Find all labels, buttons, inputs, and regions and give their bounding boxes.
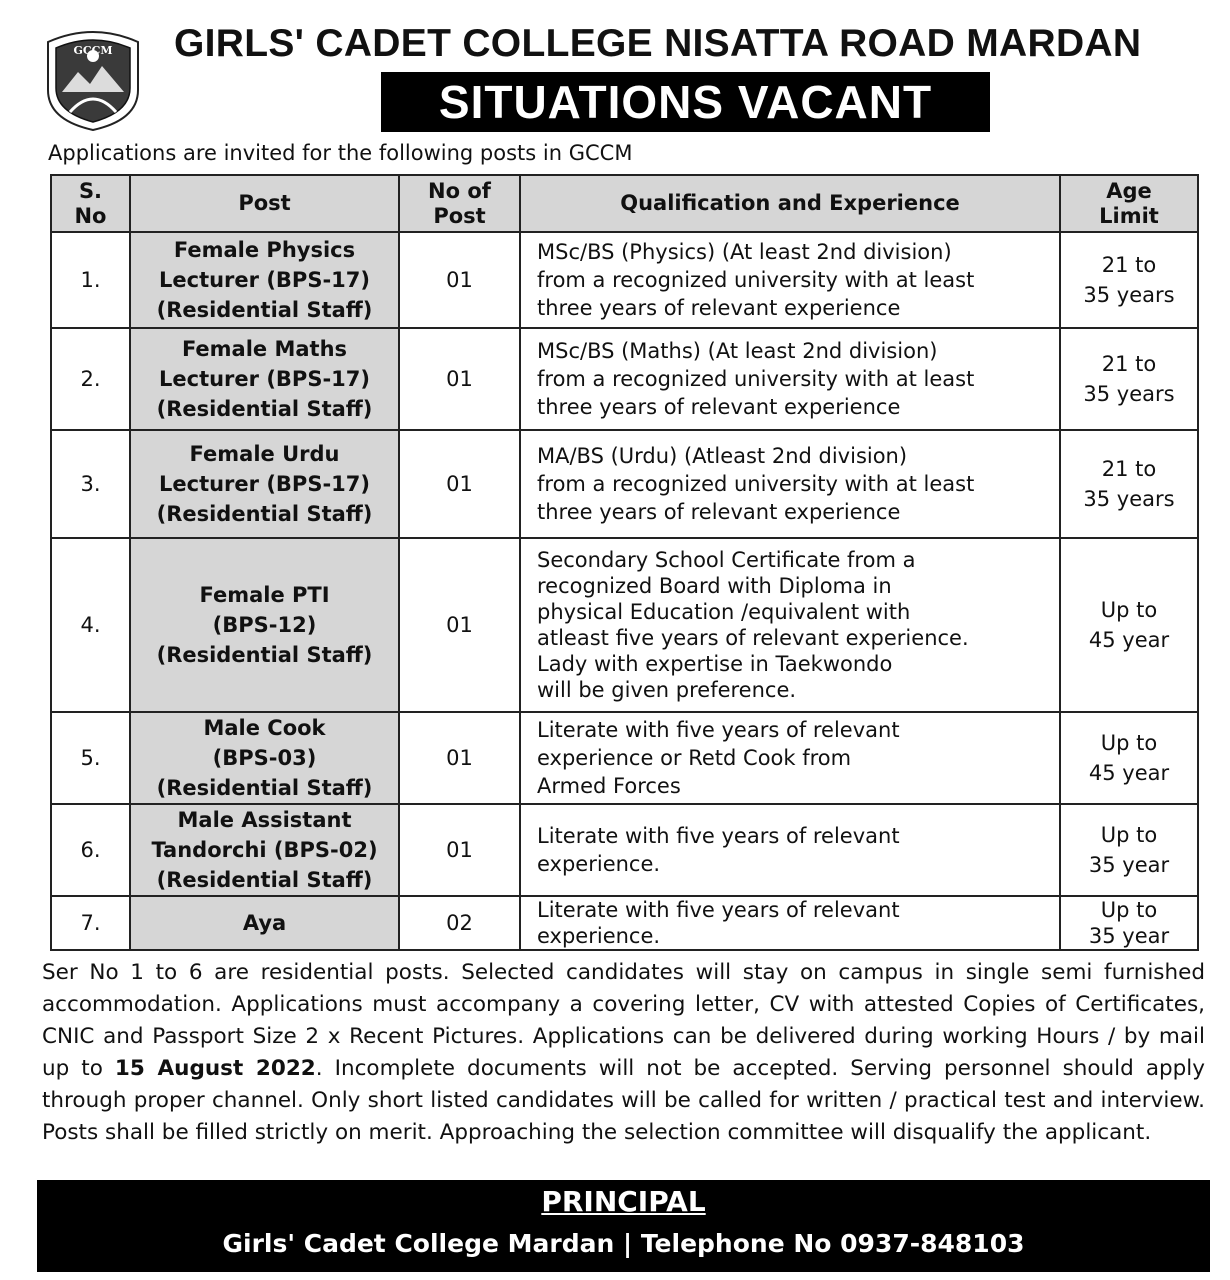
header-age-limit: Age Limit (1060, 175, 1198, 232)
table-row (51, 804, 1198, 896)
college-crest-icon (40, 28, 146, 132)
row-age-limit: Up to 35 year (1060, 896, 1198, 950)
principal-title: PRINCIPAL (541, 1185, 706, 1218)
row-age-limit: 21 to 35 years (1060, 430, 1198, 538)
row-sno: 5. (51, 712, 130, 804)
logo-text: GCCM (73, 44, 113, 57)
row-sno: 4. (51, 538, 130, 712)
row-post: Male Cook (BPS-03) (Residential Staff) (130, 712, 399, 804)
intro-text: Applications are invited for the following posts in GCCM (48, 141, 633, 165)
table-row (51, 232, 1198, 328)
table-row (51, 328, 1198, 430)
row-qualification: Literate with five years of relevant experience. (520, 804, 1060, 896)
row-sno: 2. (51, 328, 130, 430)
table-row (51, 712, 1198, 804)
row-count: 01 (399, 430, 520, 538)
table-row (51, 896, 1198, 950)
header-qualification: Qualification and Experience (520, 175, 1060, 232)
row-sno: 1. (51, 232, 130, 328)
header-sno: S. No (51, 175, 130, 232)
row-qualification: MSc/BS (Physics) (At least 2nd division) from a recognized university with at least three years of relevant experience (520, 232, 1060, 328)
table-row (51, 430, 1198, 538)
row-sno: 7. (51, 896, 130, 950)
row-qualification: MSc/BS (Maths) (At least 2nd division) from a recognized university with at least three years of relevant experience (520, 328, 1060, 430)
row-count: 02 (399, 896, 520, 950)
deadline-date: 15 August 2022 (114, 1056, 316, 1081)
row-post: Female Physics Lecturer (BPS-17) (Residential Staff) (130, 232, 399, 328)
row-count: 01 (399, 538, 520, 712)
row-count: 01 (399, 328, 520, 430)
row-qualification: Literate with five years of relevant experience or Retd Cook from Armed Forces (520, 712, 1060, 804)
row-post: Female PTI (BPS-12) (Residential Staff) (130, 538, 399, 712)
terms-text-part2: . Incomplete documents will not be accepted. Serving personnel should apply through proper channel. Only short listed candidates will be called for written / practical test and interview. Posts shall be filled strictly on merit. Approaching the selection committee will disqualify the applicant. (42, 1056, 1205, 1145)
row-count: 01 (399, 712, 520, 804)
row-age-limit: Up to 45 year (1060, 712, 1198, 804)
college-name: GIRLS' CADET COLLEGE NISATTA ROAD MARDAN (174, 22, 1142, 65)
row-age-limit: 21 to 35 years (1060, 232, 1198, 328)
row-post: Female Maths Lecturer (BPS-17) (Residential Staff) (130, 328, 399, 430)
situations-vacant-banner (381, 72, 990, 132)
header-post: Post (130, 175, 399, 232)
contact-line: Girls' Cadet College Mardan | Telephone No 0937-848103 (222, 1229, 1025, 1258)
footer-contact-block (37, 1180, 1210, 1272)
terms-paragraph (42, 957, 1205, 1149)
college-logo (40, 28, 146, 132)
row-age-limit: Up to 45 year (1060, 538, 1198, 712)
row-post: Aya (130, 896, 399, 950)
row-sno: 6. (51, 804, 130, 896)
row-qualification: MA/BS (Urdu) (Atleast 2nd division) from a recognized university with at least three years of relevant experience (520, 430, 1060, 538)
table-header-row (51, 175, 1198, 232)
row-count: 01 (399, 804, 520, 896)
row-qualification: Secondary School Certificate from a recognized Board with Diploma in physical Education /equivalent with atleast five years of relevant experience. Lady with expertise in Taekwondo will be given preference. (520, 538, 1060, 712)
row-post: Female Urdu Lecturer (BPS-17) (Residential Staff) (130, 430, 399, 538)
row-post: Male Assistant Tandorchi (BPS-02) (Residential Staff) (130, 804, 399, 896)
row-age-limit: 21 to 35 years (1060, 328, 1198, 430)
terms-text-part1: Ser No 1 to 6 are residential posts. Selected candidates will stay on campus in single semi furnished accommodation. Applications must accompany a covering letter, CV with attested Copies of Certificates, CNIC and Passport Size 2 x Recent Pictures. Applications can be delivered during working Hours / by mail up to (42, 960, 1205, 1081)
header-no-of-post: No of Post (399, 175, 520, 232)
banner-title: SITUATIONS VACANT (438, 76, 933, 128)
row-age-limit: Up to 35 year (1060, 804, 1198, 896)
row-count: 01 (399, 232, 520, 328)
vacancies-table (50, 174, 1199, 951)
row-sno: 3. (51, 430, 130, 538)
table-row (51, 538, 1198, 712)
row-qualification: Literate with five years of relevant experience. (520, 896, 1060, 950)
